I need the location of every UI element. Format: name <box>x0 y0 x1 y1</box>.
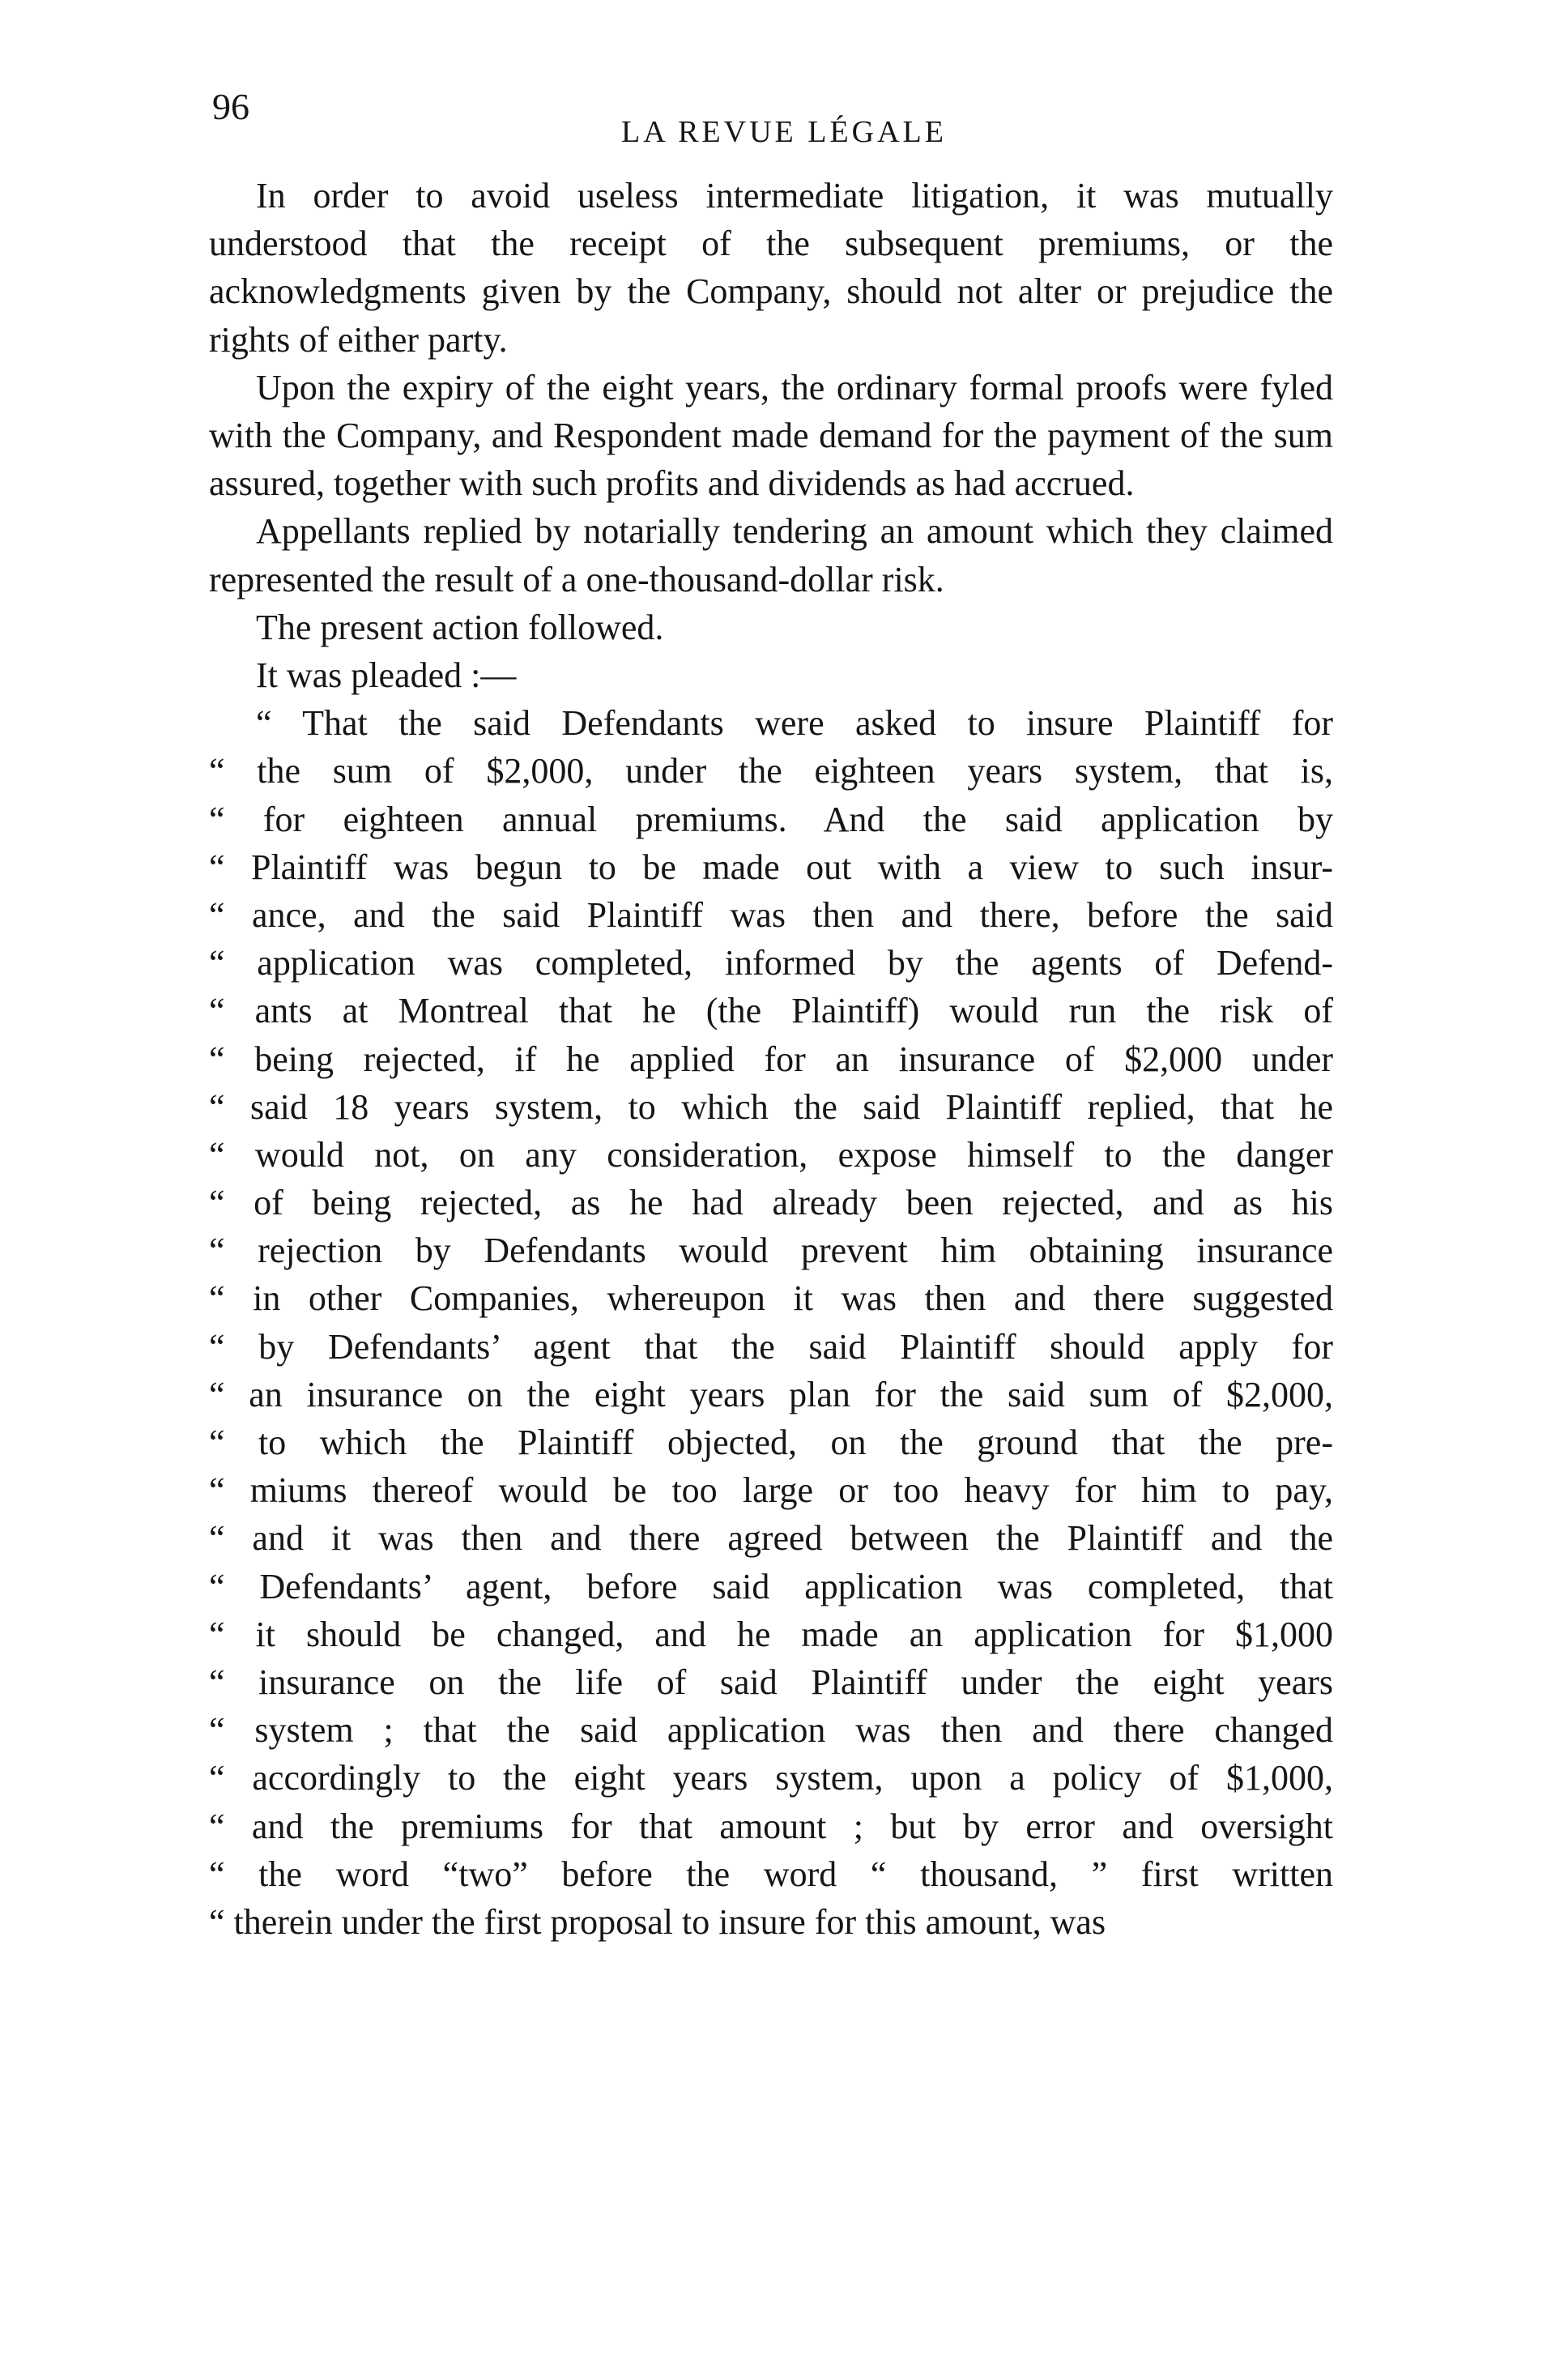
quote-line: “ rejection by Defendants would prevent him obtaining insurance <box>209 1231 1333 1271</box>
quote-line: “ Defendants’ agent, before said application was completed, that <box>209 1566 1333 1606</box>
quote-line: “ therein under the first proposal to insure for this amount, was <box>209 1901 1106 1942</box>
quote-line: “ by Defendants’ agent that the said Plaintiff should apply for <box>209 1326 1333 1367</box>
paragraph-expiry: Upon the expiry of the eight years, the ordinary formal proofs were fyled with the Company, and Respondent made demand for the payment of the sum assured, together with such profits and dividends as had accrued. <box>209 367 1333 504</box>
paragraph-action: The present action followed. <box>256 607 664 647</box>
quote-line: “ of being rejected, as he had already been rejected, and as his <box>209 1183 1333 1223</box>
quote-line: “ the word “two” before the word “ thousand, ” first written <box>209 1854 1333 1894</box>
quote-line: “ for eighteen annual premiums. And the said application by <box>209 799 1333 839</box>
quote-line: “ and the premiums for that amount ; but by error and oversight <box>209 1806 1333 1846</box>
quote-line: “ insurance on the life of said Plaintiff under the eight years <box>209 1662 1333 1702</box>
quote-line: “ ants at Montreal that he (the Plaintiff) would run the risk of <box>209 991 1333 1031</box>
running-title: LA REVUE LÉGALE <box>621 115 947 149</box>
quote-line: “ application was completed, informed by the agents of Defend- <box>209 943 1333 983</box>
quote-line: “ miums thereof would be too large or too heavy for him to pay, <box>209 1470 1333 1511</box>
quote-line: “ to which the Plaintiff objected, on the ground that the pre- <box>209 1423 1333 1463</box>
pleading-quote <box>209 699 1333 1946</box>
quote-line: “ Plaintiff was begun to be made out with a view to such insur- <box>209 847 1333 887</box>
quote-line: “ said 18 years system, to which the said Plaintiff replied, that he <box>209 1086 1333 1127</box>
quote-line: “ being rejected, if he applied for an insurance of $2,000 under <box>209 1039 1333 1079</box>
quote-line: “ accordingly to the eight years system, upon a policy of $1,000, <box>209 1758 1333 1798</box>
paragraph-tender: Appellants replied by notarially tendering an amount which they claimed represented the result of a one-thousand-dollar risk. <box>209 511 1333 599</box>
quote-line: “ an insurance on the eight years plan for the said sum of $2,000, <box>209 1374 1333 1414</box>
quote-line: “ would not, on any consideration, expose himself to the danger <box>209 1134 1333 1175</box>
quote-line: “ That the said Defendants were asked to insure Plaintiff for <box>256 703 1333 744</box>
quote-line: “ system ; that the said application was then and there changed <box>209 1710 1333 1751</box>
quote-line: “ ance, and the said Plaintiff was then and there, before the said <box>209 894 1333 935</box>
quote-line: “ in other Companies, whereupon it was then and there suggested <box>209 1278 1333 1319</box>
page-number: 96 <box>212 86 249 127</box>
paragraph-litigation: In order to avoid useless intermediate litigation, it was mutually understood that the receipt of the subsequent premiums, or the acknowledgments given by the Company, should not alter or prejudice the rights of either party. <box>209 176 1333 360</box>
quote-line: “ it should be changed, and he made an application for $1,000 <box>209 1614 1333 1654</box>
body-text <box>209 172 1333 1946</box>
quote-line: “ the sum of $2,000, under the eighteen years system, that is, <box>209 751 1333 791</box>
paragraph-pleaded: It was pleaded :— <box>256 655 517 696</box>
quote-line: “ and it was then and there agreed between the Plaintiff and the <box>209 1518 1333 1559</box>
